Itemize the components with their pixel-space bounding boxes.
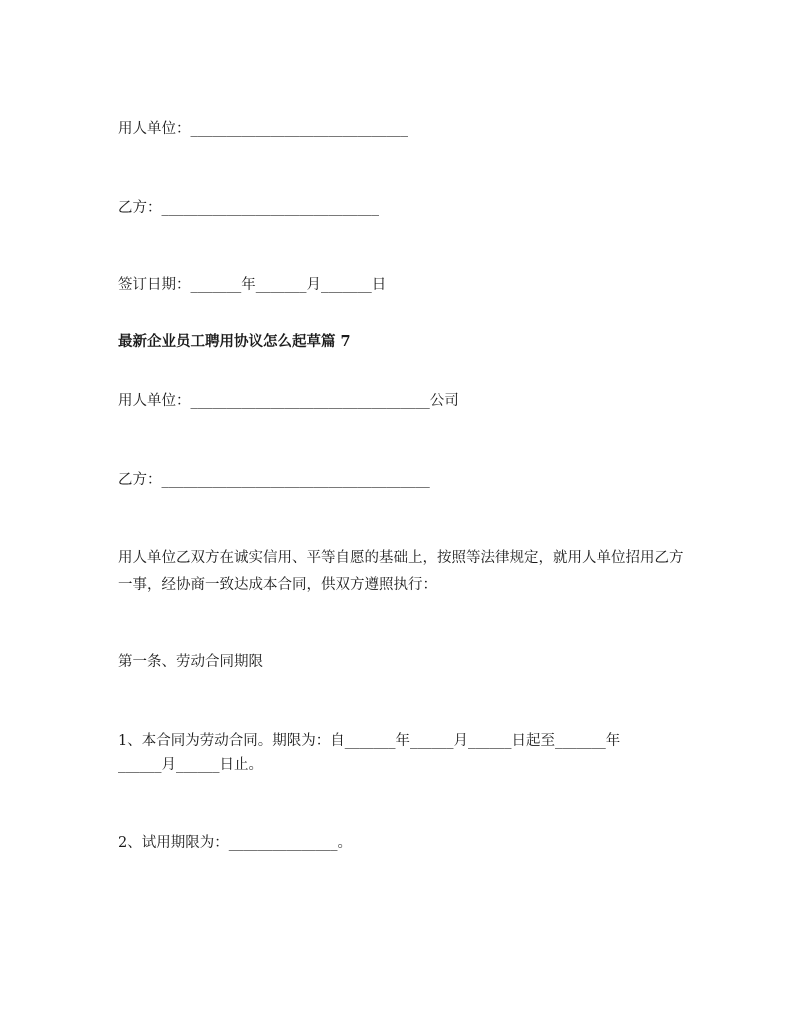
sign-date-line: 签订日期：_______年_______月_______日 bbox=[118, 277, 387, 293]
clause-1-line-1: 1、本合同为劳动合同。期限为：自_______年______月______日起至_______年 bbox=[118, 733, 621, 749]
clause-2: 2、试用期限为：_______________。 bbox=[118, 835, 352, 851]
party-b-line: 乙方：______________________________ bbox=[118, 200, 379, 216]
employer-line-company: 用人单位：_________________________________公司 bbox=[118, 393, 459, 409]
intro-paragraph: 用人单位乙双方在诚实信用、平等自愿的基础上，按照等法律规定，就用人单位招用乙方一事，经协商一致达成本合同，供双方遵照执行： bbox=[118, 550, 684, 593]
clause-1-line-2: ______月______日止。 bbox=[118, 757, 263, 773]
employer-line: 用人单位：______________________________ bbox=[118, 121, 408, 137]
article-1-title: 第一条、劳动合同期限 bbox=[118, 654, 263, 670]
section-title: 最新企业员工聘用协议怎么起草篇 7 bbox=[118, 333, 351, 350]
party-b-line-2: 乙方：_____________________________________ bbox=[118, 472, 430, 488]
